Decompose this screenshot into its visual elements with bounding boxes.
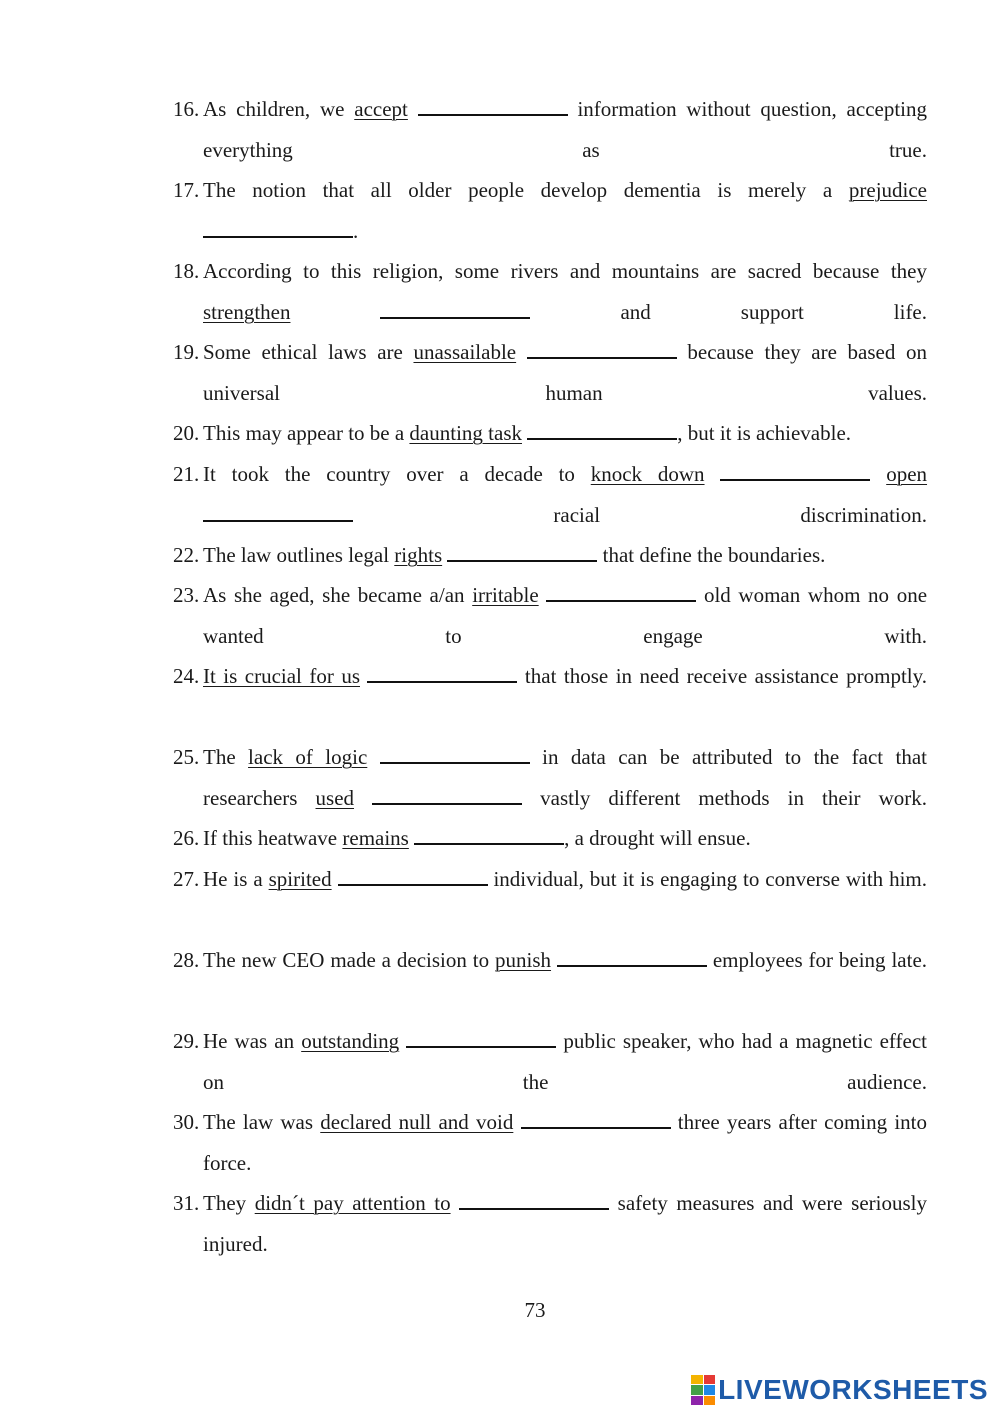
answer-blank[interactable] — [380, 745, 530, 764]
answer-blank[interactable] — [414, 826, 564, 845]
item-text — [203, 332, 927, 413]
sentence-text — [451, 1191, 460, 1215]
sentence-text: , but it is achievable. — [677, 421, 852, 445]
item-number: 21. — [173, 462, 200, 486]
sentence-text — [705, 462, 721, 486]
logo-square — [704, 1375, 716, 1384]
sentence-text: According to this religion, some rivers and mountains are sacred because they — [203, 259, 927, 283]
underlined-phrase: knock down — [590, 462, 705, 486]
logo-square — [691, 1396, 703, 1405]
exercise-item — [173, 940, 927, 981]
sentence-text: public speaker, who had a magnetic effect on the audience. — [203, 1029, 927, 1094]
underlined-phrase: rights — [394, 543, 443, 567]
exercise-item — [173, 859, 927, 900]
sentence-text — [360, 664, 367, 688]
underlined-phrase: didn´t pay attention to — [254, 1191, 451, 1215]
answer-blank[interactable] — [557, 948, 707, 967]
item-text — [203, 89, 927, 170]
underlined-phrase: strengthen — [203, 299, 291, 324]
sentence-text: racial discrimination. — [353, 502, 927, 527]
underlined-phrase: accept — [354, 97, 408, 121]
exercise-item — [173, 737, 927, 818]
sentence-text: , a drought will ensue. — [564, 826, 751, 850]
sentence-text: three years after coming into force. — [203, 1110, 928, 1175]
answer-blank[interactable] — [338, 867, 488, 886]
item-number: 17. — [173, 178, 200, 202]
sentence-text: and support life. — [530, 299, 928, 324]
item-number: 24. — [173, 664, 200, 688]
answer-blank[interactable] — [203, 219, 353, 238]
item-text — [203, 859, 927, 900]
sentence-text — [870, 462, 886, 486]
item-number: 23. — [173, 583, 200, 607]
answer-blank[interactable] — [546, 583, 696, 602]
logo-square — [704, 1385, 716, 1394]
exercise-item — [173, 1183, 927, 1264]
item-number: 25. — [173, 745, 200, 769]
item-text — [203, 575, 927, 656]
underlined-phrase: lack of logic — [248, 745, 368, 769]
answer-blank[interactable] — [527, 421, 677, 440]
item-text — [203, 1021, 927, 1102]
logo-square — [691, 1375, 703, 1384]
answer-blank[interactable] — [459, 1191, 609, 1210]
sentence-text: safety measures and were seriously injured. — [203, 1191, 927, 1256]
underlined-phrase: prejudice — [848, 178, 927, 202]
underlined-phrase: daunting task — [409, 421, 522, 445]
exercise-item — [173, 1021, 927, 1102]
item-number: 27. — [173, 867, 200, 891]
sentence-text — [367, 745, 379, 769]
sentence-text: Some ethical laws are — [203, 340, 414, 364]
exercise-item — [173, 535, 927, 576]
underlined-phrase: open — [886, 462, 928, 486]
sentence-text: vastly different methods in their work. — [522, 785, 927, 810]
answer-blank[interactable] — [521, 1110, 671, 1129]
answer-blank[interactable] — [367, 664, 517, 683]
sentence-text: He was an — [203, 1029, 302, 1053]
answer-blank[interactable] — [418, 97, 568, 116]
sentence-text: It took the country over a decade to — [203, 462, 591, 486]
answer-blank[interactable] — [447, 543, 597, 562]
item-text — [203, 454, 927, 535]
sentence-text: because they are based on universal human values. — [203, 340, 928, 405]
underlined-phrase: punish — [495, 948, 552, 972]
exercise-item — [173, 818, 927, 859]
underlined-phrase: unassailable — [413, 340, 517, 364]
underlined-phrase: remains — [342, 826, 409, 850]
sentence-text: If this heatwave — [203, 826, 343, 850]
sentence-text — [354, 786, 372, 810]
exercise-item — [173, 1102, 927, 1183]
sentence-text: information without question, accepting everything as true. — [203, 97, 927, 162]
logo-square — [704, 1396, 716, 1405]
exercise-item — [173, 656, 927, 697]
item-text — [203, 656, 927, 697]
exercise-item — [173, 413, 927, 454]
item-text — [203, 413, 927, 454]
item-text — [203, 535, 927, 576]
item-text — [203, 170, 927, 251]
sentence-text: The law was — [203, 1110, 321, 1134]
item-text — [203, 737, 927, 818]
item-number: 19. — [173, 340, 200, 364]
underlined-phrase: It is crucial for us — [203, 664, 360, 688]
item-text — [203, 818, 927, 859]
item-text — [203, 1183, 927, 1264]
item-text — [203, 1102, 927, 1183]
sentence-text — [513, 1110, 520, 1134]
underlined-phrase: irritable — [472, 583, 539, 607]
answer-blank[interactable] — [203, 503, 353, 522]
sentence-text: The — [203, 745, 249, 769]
item-number: 26. — [173, 826, 200, 850]
logo-text: LIVEWORKSHEETS — [718, 1374, 988, 1405]
underlined-phrase: spirited — [268, 867, 332, 891]
sentence-text: The new CEO made a decision to — [203, 948, 496, 972]
item-number: 16. — [173, 97, 200, 121]
item-number: 31. — [173, 1191, 200, 1215]
exercise-item — [173, 251, 927, 332]
underlined-phrase: used — [315, 785, 355, 810]
sentence-text: They — [203, 1191, 255, 1215]
sentence-text — [290, 300, 380, 324]
logo-square — [691, 1385, 703, 1394]
exercise-item — [173, 454, 927, 535]
sentence-text: . — [353, 218, 359, 243]
answer-blank[interactable] — [406, 1029, 556, 1048]
item-number: 30. — [173, 1110, 200, 1134]
exercise-item — [173, 170, 927, 251]
sentence-text: As children, we — [203, 97, 355, 121]
sentence-text: old woman whom no one wanted to engage with. — [203, 583, 928, 648]
sentence-text: in data can be attributed to the fact that researchers — [203, 745, 927, 810]
page-number: 73 — [524, 1298, 546, 1322]
underlined-phrase: outstanding — [301, 1029, 400, 1053]
underlined-phrase: declared null and void — [320, 1110, 514, 1134]
answer-blank[interactable] — [527, 340, 677, 359]
answer-blank[interactable] — [720, 462, 870, 481]
item-number: 28. — [173, 948, 200, 972]
sentence-text — [408, 97, 418, 121]
item-text — [203, 251, 927, 332]
sentence-text: employees for being late. — [706, 948, 928, 972]
sentence-text: individual, but it is engaging to converse with him. — [487, 867, 927, 891]
item-number: 29. — [173, 1029, 200, 1053]
item-number: 22. — [173, 543, 200, 567]
sentence-text: that those in need receive assistance promptly. — [517, 664, 927, 688]
liveworksheets-icon — [691, 1375, 715, 1405]
sentence-text: This may appear to be a — [203, 421, 410, 445]
sentence-text: He is a — [203, 867, 269, 891]
exercise-item — [173, 89, 927, 170]
exercise-item — [173, 332, 927, 413]
sentence-text — [539, 583, 547, 607]
sentence-text: The law outlines legal — [203, 543, 395, 567]
answer-blank[interactable] — [372, 786, 522, 805]
item-number: 18. — [173, 259, 200, 283]
sentence-text — [516, 340, 527, 364]
liveworksheets-logo[interactable] — [691, 1372, 988, 1408]
answer-blank[interactable] — [380, 300, 530, 319]
sentence-text: As she aged, she became a/an — [203, 583, 473, 607]
sentence-text: The notion that all older people develop dementia is merely a — [203, 178, 849, 202]
exercise-item — [173, 575, 927, 656]
sentence-text: that define the boundaries. — [597, 543, 826, 567]
item-text — [203, 940, 927, 981]
item-number: 20. — [173, 421, 200, 445]
sentence-text — [399, 1029, 406, 1053]
